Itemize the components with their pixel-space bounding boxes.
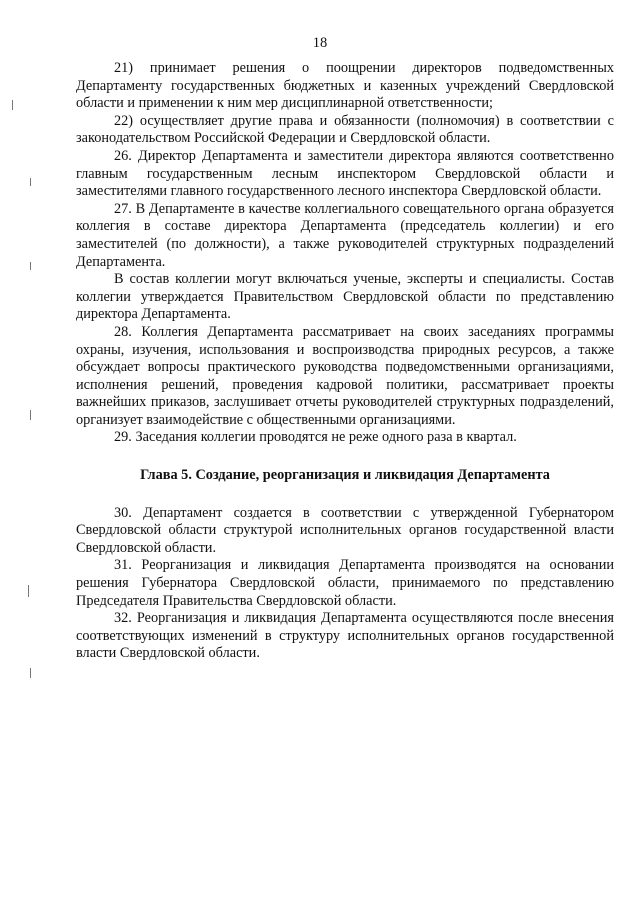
- scan-mark: [30, 262, 31, 270]
- spacer: [76, 485, 614, 505]
- scan-mark: [28, 585, 29, 597]
- spacer: [76, 447, 614, 467]
- paragraph-27-continued: В состав коллегии могут включаться ученые, эксперты и специалисты. Состав коллегии утверждается Правительством Свердловской области по представлению директора Департамента.: [76, 271, 614, 323]
- scan-mark: [30, 668, 31, 678]
- document-body: [76, 60, 614, 663]
- paragraph-21: 21) принимает решения о поощрении директоров подведомственных Департаменту государственных бюджетных и казенных учреждений Свердловской области и применении к ним мер дисциплинарной ответственности;: [76, 60, 614, 112]
- scan-mark: [30, 178, 31, 186]
- scan-mark: [12, 100, 13, 110]
- paragraph-27: 27. В Департаменте в качестве коллегиального совещательного органа образуется коллегия в составе директора Департамента (председатель коллегии) и его заместителей (по должности), а также руководителей структурных подразделений Департамента.: [76, 200, 614, 270]
- paragraph-32: 32. Реорганизация и ликвидация Департамента осуществляются после внесения соответствующих изменений в структуру исполнительных органов государственной власти Свердловской области.: [76, 610, 614, 662]
- paragraph-22: 22) осуществляет другие права и обязанности (полномочия) в соответствии с законодательством Российской Федерации и Свердловской области.: [76, 112, 614, 147]
- paragraph-28: 28. Коллегия Департамента рассматривает на своих заседаниях программы охраны, изучения, использования и воспроизводства природных ресурсов, а также обсуждает вопросы практического руководства подведомственными организациями, исполнения решений, проведения кадровой политики, рассматривает проекты важнейших приказов, заслушивает отчеты руководителей структурных подразделений, организует взаимодействие с общественными организациями.: [76, 323, 614, 428]
- paragraph-30: 30. Департамент создается в соответствии с утвержденной Губернатором Свердловской области структурой исполнительных органов государственной власти Свердловской области.: [76, 504, 614, 556]
- paragraph-31: 31. Реорганизация и ликвидация Департамента производятся на основании решения Губернатора Свердловской области, принимаемого по представлению Председателя Правительства Свердловской области.: [76, 557, 614, 609]
- page-number: 18: [312, 35, 328, 51]
- chapter-heading: Глава 5. Создание, реорганизация и ликвидация Департамента: [140, 467, 550, 484]
- scan-mark: [30, 410, 31, 420]
- paragraph-26: 26. Директор Департамента и заместители директора являются соответственно главным государственным лесным инспектором Свердловской области и заместителями главного государственного лесного инспектора Свердловской области.: [76, 147, 614, 200]
- paragraph-29: 29. Заседания коллегии проводятся не реже одного раза в квартал.: [114, 429, 517, 446]
